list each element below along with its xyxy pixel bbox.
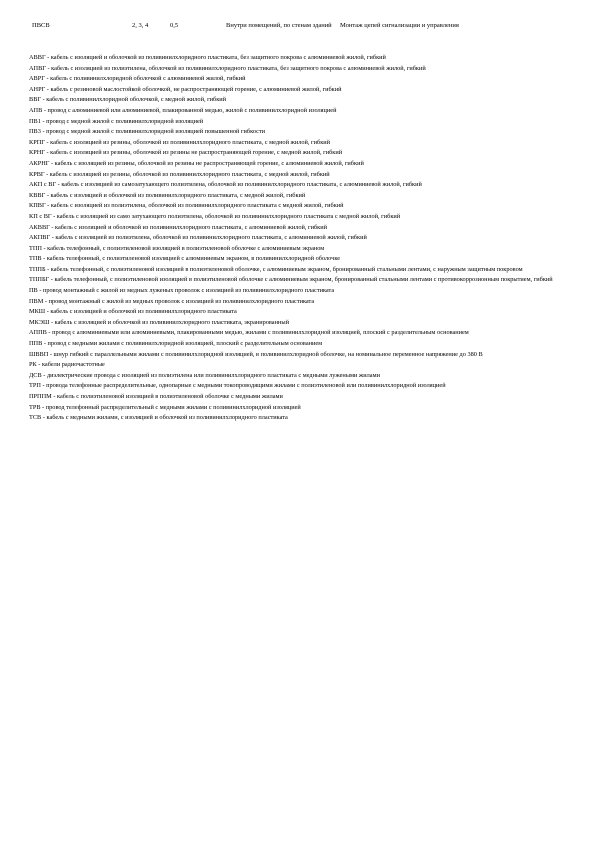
definition-entry: ТРВ - провод телефонный распределительный с медными жилами с поливинилхлоридной изоляцией (29, 403, 301, 411)
definition-entry: КРПГ - кабель с изоляцией из резины, оболочкой из поливинилхлоридного пластиката, с медной жилой, гибкий (29, 138, 331, 146)
definition-entry: РК - кабели радиочастотные (29, 361, 105, 369)
definition-entry: ШВВП - шнур гибкий с параллельными жилами с поливинилхлоридной изоляцией, в поливинилхлоридной оболочке, на номинальное переменное напряжение до 380 В (29, 350, 483, 358)
definition-entry: ТППБГ - кабель телефонный, с полиэтиленовой изоляцией в полиэтиленовой оболочке с алюминиевым экраном, бронированный стальными лентами с противокоррозионным покрытием, гибкий (29, 276, 553, 284)
definition-entry: ПВ3 - провод с медной жилой с поливинилхлоридной изоляцией повышенной гибкости (29, 128, 266, 136)
definition-entry: КВВГ - кабель с изоляцией и оболочкой из поливинилхлоридного пластиката, с медной жилой, гибкий (29, 191, 306, 199)
cable-definitions-list (29, 53, 564, 424)
definition-entry: ПВ - провод монтажный с жилой из медных луженых проволок с изоляцией из поливинилхлоридного пластиката (29, 287, 335, 295)
location-cell: Внутри помещений, по стенам зданий (226, 22, 332, 29)
definition-entry: АКРНГ - кабель с изоляцией из резины, оболочкой из резины не распространяющей горение, с алюминиевой жилой, гибкий (29, 159, 364, 167)
definition-entry: ППВ - провод с медными жилами с поливинилхлоридной изоляцией, плоский с разделительным основанием (29, 340, 323, 348)
definition-entry: ТПП - кабель телефонный, с полиэтиленовой изоляцией в полиэтиленовой оболочке с алюминиевым экраном (29, 244, 325, 252)
definition-entry: АВРГ - кабель с поливинилхлоридной оболочкой с алюминиевой жилой, гибкий (29, 75, 246, 83)
definition-entry: ВВГ - кабель с поливинилхлоридной оболочкой, с медной жилой, гибкий (29, 96, 227, 104)
definition-entry: ПВМ - провод монтажный с жилой из медных проволок с изоляцией из поливинилхлоридного пластиката (29, 297, 315, 305)
definition-entry: ТПВ - кабель телефонный, с полиэтиленовой изоляцией с алюминиевым экраном, в поливинилхлоридной оболочке (29, 255, 341, 263)
table-header-row (0, 22, 595, 46)
definition-entry: АВВГ - кабель с изоляцией и оболочкой из поливинилхлоридного пластиката, без защитного покрова с алюминиевой жилой, гибкий (29, 54, 386, 61)
definition-entry: КП с ВГ - кабель с изоляцией из само затухающего полиэтилена, оболочкой из поливинилхлоридного пластиката с медной жилой, гибкий (29, 212, 401, 220)
section-value-cell: 0,5 (170, 22, 179, 29)
definition-entry: АКП с ВГ - кабель с изоляцией из самозатухающего полиэтилена, оболочкой из поливинилхлоридного пластиката, с алюминиевой жилой, гибкий (29, 181, 422, 189)
definition-entry: АКПВГ - кабель с изоляцией из полиэтилена, оболочкой из поливинилхлоридного пластиката, с алюминиевой жилой, гибкий (29, 234, 367, 242)
definition-entry: ТСВ - кабель с медными жилами, с изоляцией и оболочкой из поливинилхлоридного пластиката (29, 414, 288, 422)
definition-entry: АППВ - провод с алюминиевыми или алюминиевыми, плакированными медью, жилами с поливинилхлоридной изоляцией, плоский с разделительным основанием (29, 329, 469, 337)
definition-entry: АПВГ - кабель с изоляцией из полиэтилена, оболочкой из поливинилхлоридного пластиката, без защитного покрова с алюминиевой жилой, гибкий (29, 64, 426, 72)
installation-cell: Монтаж цепей сигнализации и управления (340, 22, 459, 29)
definition-entry: КПВГ - кабель с изоляцией из полиэтилена, оболочкой из поливинилхлоридного пластиката с медной жилой, гибкий (29, 202, 344, 210)
definition-entry: ПРППМ - кабель с полиэтиленовой изоляцией в полиэтиленовой оболочке с медными жилами (29, 393, 283, 400)
definition-entry: АПВ - провод с алюминиевой или алюминиевой, плакированной медью, жилой с поливинилхлоридной изоляцией (29, 106, 337, 114)
definition-entry: ДСВ - диэлектрические провода с изоляцией из полиэтилена или поливинилхлоридного пластиката с медными лужеными жилами (29, 371, 380, 379)
cable-code-cell: ПВСВ (32, 22, 50, 29)
definition-entry: ТРП - провода телефонные распределительные, однопарные с медными токопроводящими жилами с полиэтиленовой или поливинилхлоридной изоляцией (29, 382, 446, 390)
definition-entry: МКЭШ - кабель с изоляцией и оболочкой из поливинилхлоридного пластиката, экранированный (29, 318, 289, 326)
definition-entry: КРВГ - кабель с изоляцией из резины, оболочкой из поливинилхлоридного пластиката, с медной жилой, гибкий (29, 170, 330, 178)
definition-entry: КРНГ - кабель с изоляцией из резины, оболочкой из резины не распространяющей горение, с медной жилой, гибкий (29, 149, 343, 157)
definition-entry: АКВВГ - кабель с изоляцией и оболочкой из поливинилхлоридного пластиката, с алюминиевой жилой, гибкий (29, 223, 327, 231)
definition-entry: АНРГ - кабель с резиновой маслостойкой оболочкой, не распространяющей горение, с алюминиевой жилой, гибкий (29, 85, 342, 93)
definition-entry: ПВ1 - провод с медной жилой с поливинилхлоридной изоляцией (29, 117, 204, 125)
definition-entry: МКШ - кабель с изоляцией и оболочкой из поливинилхлоридного пластиката (29, 308, 237, 316)
definition-entry: ТППБ - кабель телефонный, с полиэтиленовой изоляцией в полиэтиленовой оболочке, с алюминиевым экраном, бронированный стальными лентами, с наружным защитным покровом (29, 265, 523, 273)
sections-cell: 2, 3, 4 (132, 22, 149, 29)
